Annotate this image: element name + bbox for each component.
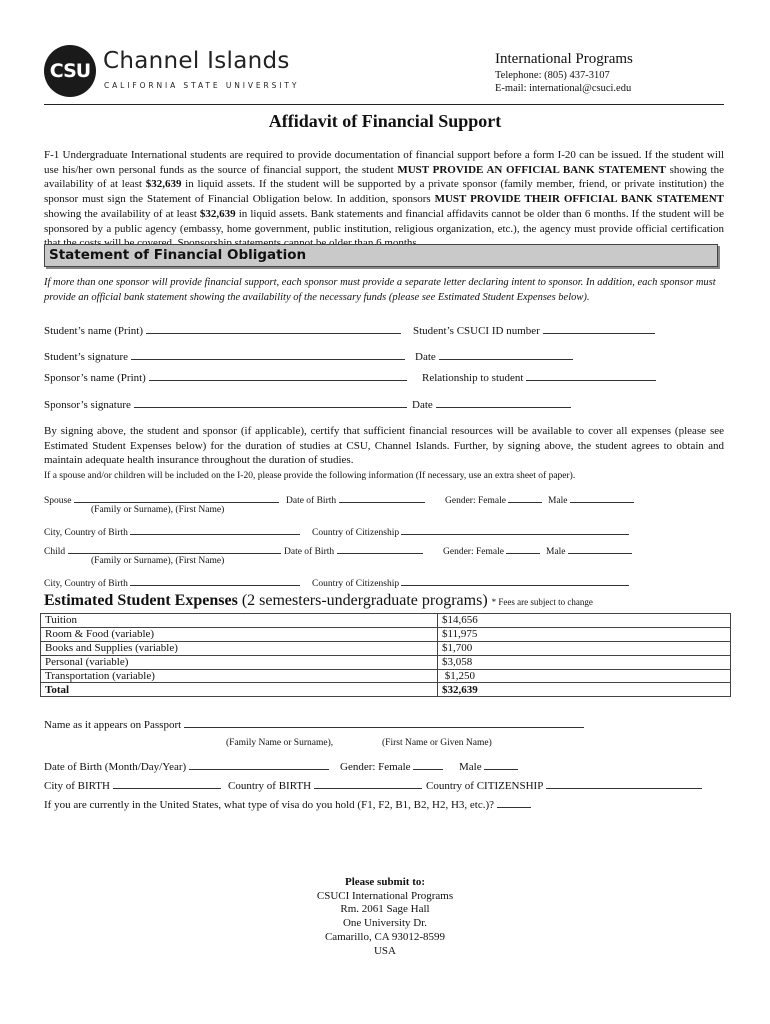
table-row xyxy=(41,669,731,683)
sponsor-note: If more than one sponsor will provide financial support, each sponsor must provide a separate letter declaring intent to sponsor. In addition, each sponsor must provide an official bank statement showing the availability of the necessary funds (please see Estimated Student Expenses below). xyxy=(44,277,716,303)
university-subtitle: CALIFORNIA STATE UNIVERSITY xyxy=(104,81,300,90)
submit-line: Camarillo, CA 93012-8599 xyxy=(324,930,446,943)
table-row xyxy=(41,641,731,655)
expense-item: Transportation (variable) xyxy=(41,669,438,683)
child-name-field[interactable] xyxy=(44,543,281,557)
student-name-field[interactable] xyxy=(44,323,401,337)
header-rule xyxy=(44,104,724,105)
expense-item: Tuition xyxy=(41,614,438,628)
total-row xyxy=(41,683,731,697)
passport-name-label: Name as it appears on Passport xyxy=(44,719,182,731)
spouse-citizenship-field[interactable] xyxy=(312,524,629,538)
certification-paragraph: By signing above, the student and sponsor (if applicable), certify that sufficient financial resources will be available to cover all expenses (please see Estimated Student Expenses below) for the duration of studies at CSU, Channel Islands. Further, by signing above, the student agrees to obtain and maintain adequate health insurance throughout the duration of studies. xyxy=(44,425,724,466)
passport-female-label: Gender: Female xyxy=(340,761,411,773)
expense-item: Room & Food (variable) xyxy=(41,627,438,641)
country-of-citizenship-field[interactable] xyxy=(426,778,702,792)
expense-amount: $14,656 xyxy=(438,614,731,628)
student-id-field[interactable] xyxy=(413,323,655,337)
expenses-title: Estimated Student Expenses xyxy=(44,592,238,609)
child-female-label: Gender: Female xyxy=(443,547,504,557)
expense-item: Personal (variable) xyxy=(41,655,438,669)
csu-seal-logo xyxy=(44,45,96,97)
relationship-field[interactable] xyxy=(422,370,656,384)
expense-item: Books and Supplies (variable) xyxy=(41,641,438,655)
sponsor-name-label: Sponsor’s name (Print) xyxy=(44,372,146,384)
child-citizenship-field[interactable] xyxy=(312,575,629,589)
spouse-name-field[interactable] xyxy=(44,492,279,506)
submit-address xyxy=(0,876,770,958)
submit-line: CSUCI International Programs xyxy=(316,889,454,902)
child-citizenship-label: Country of Citizenship xyxy=(312,579,400,589)
office-telephone: Telephone: (805) 437-3107 xyxy=(495,70,610,81)
expenses-heading xyxy=(44,592,593,610)
sponsor-signature-label: Sponsor’s signature xyxy=(44,399,131,411)
spouse-female-label: Gender: Female xyxy=(445,496,506,506)
child-city-birth-field[interactable] xyxy=(44,575,300,589)
submit-line: One University Dr. xyxy=(342,917,427,930)
passport-gender-female[interactable] xyxy=(340,759,443,773)
relationship-label: Relationship to student xyxy=(422,372,524,384)
student-signature-label: Student’s signature xyxy=(44,351,129,363)
expense-amount: $1,700 xyxy=(438,641,731,655)
passport-male-label: Male xyxy=(459,761,482,773)
child-gender-female[interactable] xyxy=(443,543,540,557)
child-dob-label: Date of Birth xyxy=(284,547,335,557)
child-city-birth-label: City, Country of Birth xyxy=(44,579,128,589)
sponsor-date-field[interactable] xyxy=(412,397,571,411)
passport-dob-field[interactable] xyxy=(44,759,329,773)
visa-type-field[interactable] xyxy=(44,797,531,811)
student-signature-field[interactable] xyxy=(44,349,405,363)
spouse-citizenship-label: Country of Citizenship xyxy=(312,528,400,538)
spouse-name-hint: (Family or Surname), (First Name) xyxy=(91,505,225,515)
document-title: Affidavit of Financial Support xyxy=(268,111,502,131)
table-row xyxy=(41,614,731,628)
family-name-hint: (Family Name or Surname), xyxy=(226,738,334,748)
passport-gender-male[interactable] xyxy=(459,759,518,773)
country-of-birth-label: Country of BIRTH xyxy=(228,780,312,792)
child-gender-male[interactable] xyxy=(546,543,632,557)
section-banner: Statement of Financial Obligation xyxy=(44,244,718,267)
city-of-birth-field[interactable] xyxy=(44,778,221,792)
passport-dob-label: Date of Birth (Month/Day/Year) xyxy=(44,761,187,773)
spouse-gender-female[interactable] xyxy=(445,492,542,506)
submit-line: USA xyxy=(373,944,396,957)
office-email[interactable]: E-mail: international@csuci.edu xyxy=(495,83,632,94)
submit-line: Rm. 2061 Sage Hall xyxy=(340,903,430,916)
total-amount: $32,639 xyxy=(438,683,731,697)
intro-paragraph: F-1 Undergraduate International students are required to provide documentation of financial support before a form I-20 can be issued. If the student will use his/her own personal funds as the source of financial support, the student MUST PROVIDE AN OFFICIAL BANK STATEMENT showing the availability of at least $32,639 in liquid assets. If the student will be supported by a private sponsor (family member, friend, or private institution) the sponsor must sign the Statement of Financial Obligation below. In addition, sponsors MUST PROVIDE THEIR OFFICIAL BANK STATEMENT showing the availability of at least $32,639 in liquid assets. Bank statements and financial affidavits cannot be older than 6 months. If the student will be sponsored by a public agency (embassy, home government, public institution, religious organization, etc.), the agency must provide official certification xyxy=(44,149,724,235)
student-id-label: Student’s CSUCI ID number xyxy=(413,325,540,337)
university-name: Channel Islands xyxy=(103,48,290,74)
spouse-city-birth-label: City, Country of Birth xyxy=(44,528,128,538)
city-of-birth-label: City of BIRTH xyxy=(44,780,110,792)
visa-question-label: If you are currently in the United States, what type of visa do you hold (F1, F2, B1, B2, H2, H3, etc.)? xyxy=(44,799,495,811)
child-name-hint: (Family or Surname), (First Name) xyxy=(91,556,225,566)
spouse-label: Spouse xyxy=(44,496,72,506)
student-date-label: Date xyxy=(415,351,436,363)
sponsor-name-field[interactable] xyxy=(44,370,407,384)
student-date-field[interactable] xyxy=(415,349,573,363)
office-name: International Programs xyxy=(495,51,633,67)
expenses-table xyxy=(40,613,731,697)
country-of-citizenship-label: Country of CITIZENSHIP xyxy=(426,780,543,792)
country-of-birth-field[interactable] xyxy=(228,778,422,792)
spouse-city-birth-field[interactable] xyxy=(44,524,300,538)
child-label: Child xyxy=(44,547,66,557)
total-label: Total xyxy=(41,683,438,697)
expense-amount: $11,975 xyxy=(438,627,731,641)
sponsor-date-label: Date xyxy=(412,399,433,411)
spouse-dob-label: Date of Birth xyxy=(286,496,337,506)
spouse-gender-male[interactable] xyxy=(548,492,634,506)
sponsor-signature-field[interactable] xyxy=(44,397,407,411)
expense-amount: $1,250 xyxy=(438,669,731,683)
passport-name-field[interactable] xyxy=(44,717,584,731)
expenses-subtitle: (2 semesters-undergraduate programs) xyxy=(241,592,488,609)
fee-note: * Fees are subject to change xyxy=(491,597,593,607)
table-row xyxy=(41,627,731,641)
first-name-hint: (First Name or Given Name) xyxy=(382,738,492,748)
dependents-note: If a spouse and/or children will be included on the I-20, please provide the following information (If necessary, use an extra sheet of paper). xyxy=(44,471,576,481)
expense-amount: $3,058 xyxy=(438,655,731,669)
logo-mark-text: CSU xyxy=(49,60,91,82)
spouse-male-label: Male xyxy=(548,496,568,506)
table-row xyxy=(41,655,731,669)
submit-heading: Please submit to: xyxy=(344,876,426,888)
child-male-label: Male xyxy=(546,547,566,557)
child-dob-field[interactable] xyxy=(284,543,423,557)
spouse-dob-field[interactable] xyxy=(286,492,425,506)
student-name-label: Student’s name (Print) xyxy=(44,325,143,337)
